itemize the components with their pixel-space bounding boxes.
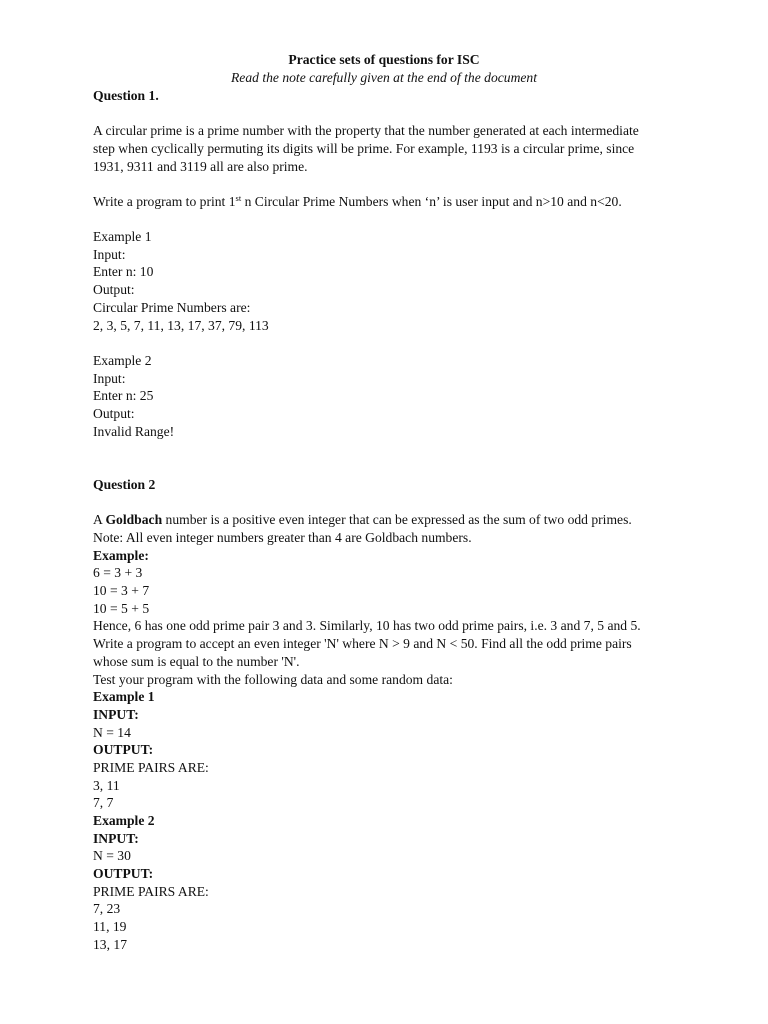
q2-example1-output-label: OUTPUT:	[93, 742, 154, 757]
document-subtitle: Read the note carefully given at the end of the document	[230, 70, 537, 85]
question-2-heading: Question 2	[93, 477, 156, 492]
document-title: Practice sets of questions for ISC	[288, 52, 480, 67]
q2-intro	[93, 511, 632, 529]
q2-example2-pair: 13, 17	[93, 937, 127, 952]
q2-body-line: Test your program with the following data and some random data:	[93, 672, 453, 687]
q2-example2-input: N = 30	[93, 848, 131, 863]
q1-example1-line: 2, 3, 5, 7, 11, 13, 17, 37, 79, 113	[93, 318, 269, 333]
q2-example2-output-label: OUTPUT:	[93, 866, 154, 881]
q2-example2-label: Example 2	[93, 813, 155, 828]
q1-example2-line: Input:	[93, 371, 126, 386]
q1-paragraph-line: step when cyclically permuting its digits will be prime. For example, 1193 is a circular prime, since	[93, 141, 635, 156]
q2-example1-pairs-label: PRIME PAIRS ARE:	[93, 760, 209, 775]
q2-body-line: Hence, 6 has one odd prime pair 3 and 3. Similarly, 10 has two odd prime pairs, i.e. 3 and 7, 5 and 5.	[93, 618, 641, 633]
q1-example1-line: Example 1	[93, 229, 152, 244]
q1-paragraph-line: A circular prime is a prime number with the property that the number generated at each intermediate	[93, 123, 639, 138]
q2-intro-post: number is a positive even integer that can be expressed as the sum of two odd primes.	[162, 512, 632, 527]
q1-example1-line: Output:	[93, 282, 135, 297]
q2-example-equation: 10 = 5 + 5	[93, 601, 150, 616]
q1-example1-line: Input:	[93, 247, 126, 262]
q1-example2-line: Invalid Range!	[93, 424, 175, 439]
q1-task-pre: Write a program to print 1	[93, 194, 236, 209]
q2-note: Note: All even integer numbers greater than 4 are Goldbach numbers.	[93, 530, 472, 545]
q1-example2-line: Enter n: 25	[93, 388, 154, 403]
q1-task-sup: st	[235, 193, 242, 203]
q1-example2-line: Output:	[93, 406, 135, 421]
question-1-heading: Question 1.	[93, 88, 159, 103]
q2-body-line: Write a program to accept an even integer 'N' where N > 9 and N < 50. Find all the odd prime pairs	[93, 636, 632, 651]
q2-example1-label: Example 1	[93, 689, 155, 704]
q2-intro-bold: Goldbach	[105, 512, 163, 527]
q2-example-equation: 6 = 3 + 3	[93, 565, 143, 580]
q1-paragraph-line: 1931, 9311 and 3119 all are also prime.	[93, 159, 308, 174]
q2-body-line: whose sum is equal to the number 'N'.	[93, 654, 300, 669]
q1-example2-line: Example 2	[93, 353, 152, 368]
q2-example2-pairs-label: PRIME PAIRS ARE:	[93, 884, 209, 899]
q1-task-post: n Circular Prime Numbers when ‘n’ is user input and n>10 and n<20.	[241, 194, 622, 209]
q2-example1-input-label: INPUT:	[93, 707, 139, 722]
q2-example2-pair: 7, 23	[93, 901, 121, 916]
q1-task	[93, 193, 622, 211]
q2-example1-pair: 3, 11	[93, 778, 120, 793]
q2-example2-input-label: INPUT:	[93, 831, 139, 846]
q2-example-equation: 10 = 3 + 7	[93, 583, 150, 598]
q1-example1-line: Circular Prime Numbers are:	[93, 300, 251, 315]
q1-example1-line: Enter n: 10	[93, 264, 154, 279]
q2-intro-pre: A	[93, 512, 106, 527]
q2-example-label: Example:	[93, 548, 149, 563]
q2-example2-pair: 11, 19	[93, 919, 127, 934]
q2-example1-input: N = 14	[93, 725, 131, 740]
q2-example1-pair: 7, 7	[93, 795, 114, 810]
